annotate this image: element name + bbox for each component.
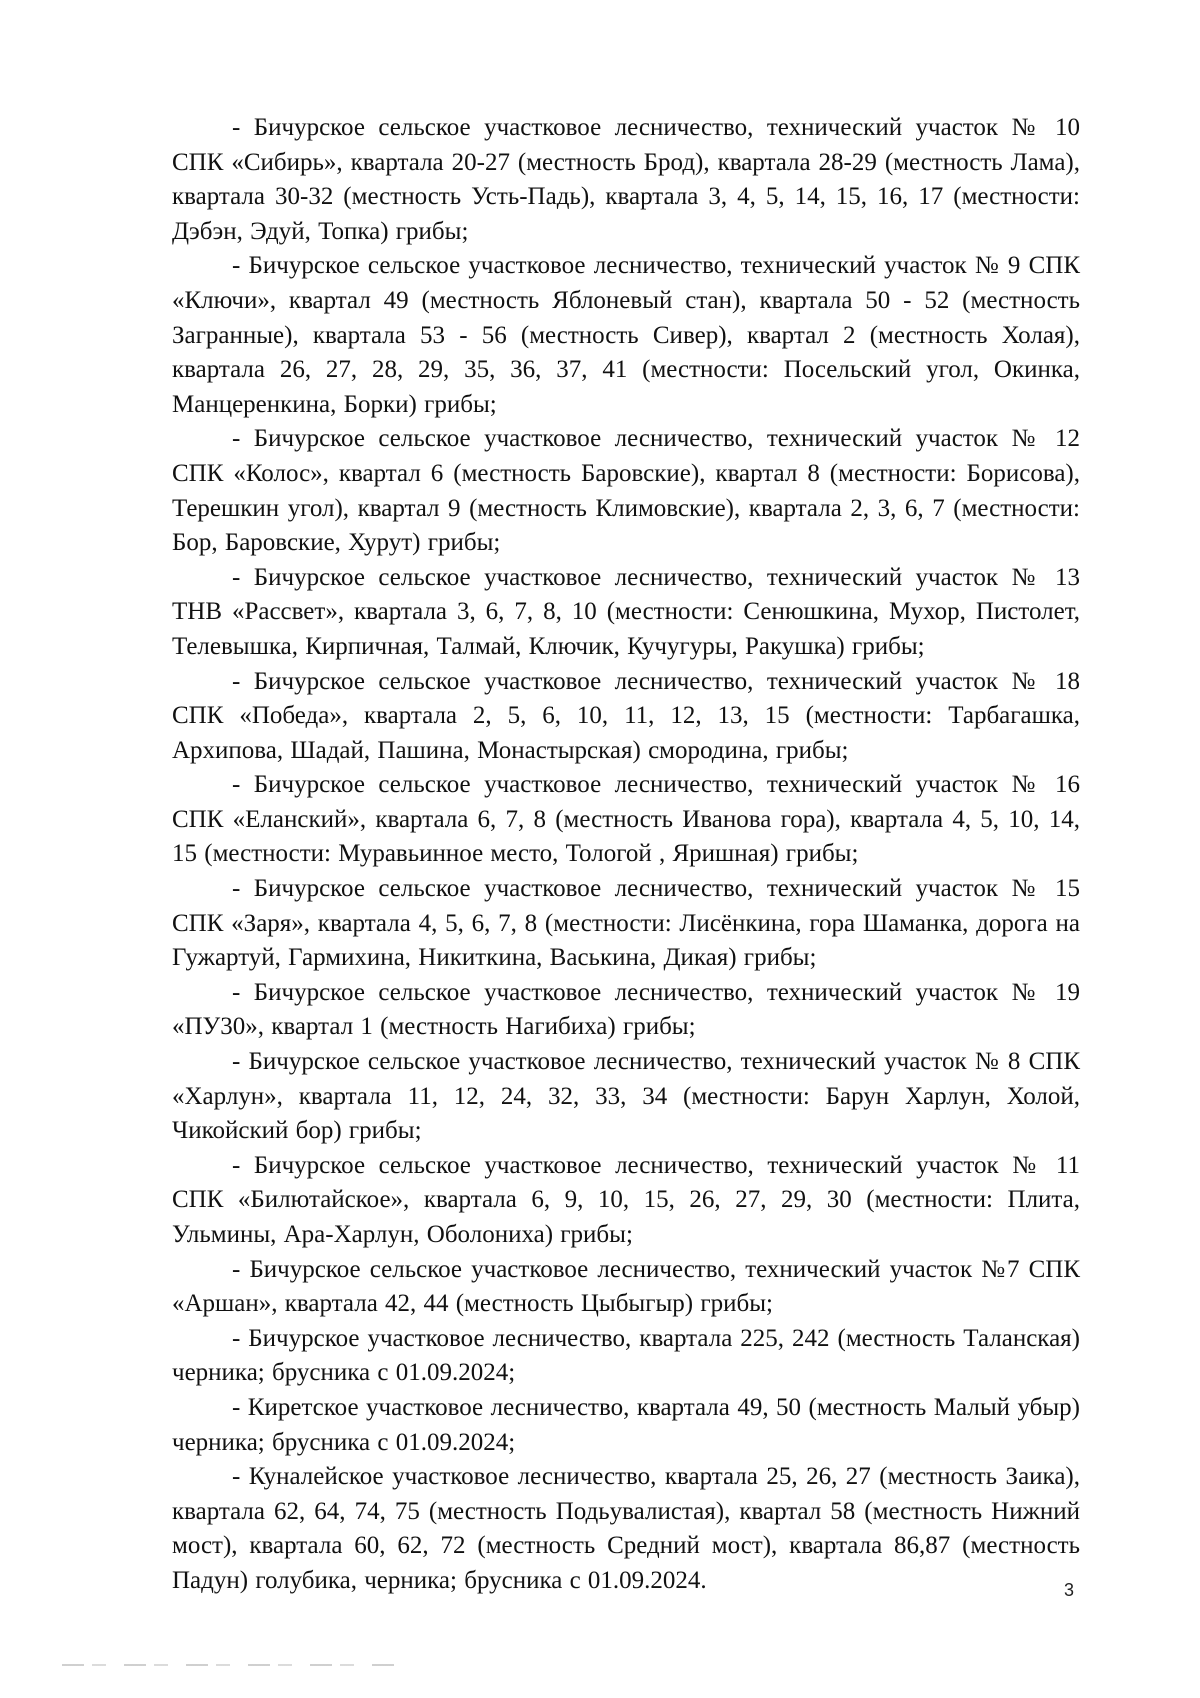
paragraph-zarya: - Бичурское сельское участковое лесничество, технический участок № 15 СПК «Заря», квартала 4, 5, 6, 7, 8 (местности: Лисёнкина, гора Шаманка, дорога на Гужартуй, Гармихина, Никиткина, Васькина, Дикая) грибы; (172, 875, 1080, 972)
paragraph-rassvet: - Бичурское сельское участковое лесничество, технический участок № 13 ТНВ «Рассвет», квартала 3, 6, 7, 8, 10 (местности: Сенюшкина, Мухор, Пистолет, Телевышка, Кирпичная, Талмай, Ключик, Кучугуры, Ракушка) грибы; (172, 563, 1080, 660)
paragraph-kunaleyskoe: - Куналейское участковое лесничество, квартала 25, 26, 27 (местность Заика), квартала 62, 64, 74, 75 (местность Подьувалистая), квартал 58 (местность Нижний мост), квартала 60, 62, 72 (местность Средний мост), квартала 86,87 (местность Падун) голубика, черника; брусника с 01.09.2024. (172, 1463, 1080, 1594)
paragraph-arshan: - Бичурское сельское участковое лесничество, технический участок №7 СПК «Аршан», квартала 42, 44 (местность Цыбыгыр) грибы; (172, 1255, 1080, 1318)
scan-artifact-line (62, 1664, 402, 1666)
paragraph-kiretskoe: - Киретское участковое лесничество, квартала 49, 50 (местность Малый убыр) черника; брусника с 01.09.2024; (172, 1393, 1080, 1456)
page-number: 3 (1064, 1580, 1075, 1600)
paragraph-klyuchi: - Бичурское сельское участковое лесничество, технический участок № 9 СПК «Ключи», квартал 49 (местность Яблоневый стан), квартала 50 - 52 (местность Загранные), квартала 53 - 56 (местность Сивер), квартал 2 (местность Холая), квартала 26, 27, 28, 29, 35, 36, 37, 41 (местности: Посельский угол, Окинка, Манцеренкина, Борки) грибы; (172, 252, 1080, 418)
paragraph-kharlun: - Бичурское сельское участковое лесничество, технический участок № 8 СПК «Харлун», квартала 11, 12, 24, 32, 33, 34 (местности: Барун Харлун, Холой, Чикойский бор) грибы; (172, 1048, 1080, 1145)
paragraph-pobeda: - Бичурское сельское участковое лесничество, технический участок № 18 СПК «Победа», квартала 2, 5, 6, 10, 11, 12, 13, 15 (местности: Тарбагашка, Архипова, Шадай, Пашина, Монастырская) смородина, грибы; (172, 667, 1080, 764)
paragraph-sibir: - Бичурское сельское участковое лесничество, технический участок № 10 СПК «Сибирь», квартала 20-27 (местность Брод), квартала 28-29 (местность Лама), квартала 30-32 (местность Усть-Падь), квартала 3, 4, 5, 14, 15, 16, 17 (местности: Дэбэн, Эдуй, Топка) грибы; (172, 114, 1080, 245)
paragraph-bilyutayskoe: - Бичурское сельское участковое лесничество, технический участок № 11 СПК «Билютайское», квартала 6, 9, 10, 15, 26, 27, 29, 30 (местности: Плита, Ульмины, Ара-Харлун, Оболониха) грибы; (172, 1151, 1080, 1248)
document-body (172, 111, 1080, 1599)
paragraph-bichurskoe: - Бичурское участковое лесничество, квартала 225, 242 (местность Таланская) черника; брусника с 01.09.2024; (172, 1324, 1080, 1387)
paragraph-elanskiy: - Бичурское сельское участковое лесничество, технический участок № 16 СПК «Еланский», квартала 6, 7, 8 (местность Иванова гора), квартала 4, 5, 10, 14, 15 (местности: Муравьинное место, Тологой , Яришная) грибы; (172, 771, 1080, 868)
paragraph-kolos: - Бичурское сельское участковое лесничество, технический участок № 12 СПК «Колос», квартал 6 (местность Баровские), квартал 8 (местности: Борисова), Терешкин угол), квартал 9 (местность Климовские), квартала 2, 3, 6, 7 (местности: Бор, Баровские, Хурут) грибы; (172, 425, 1080, 557)
paragraph-pu30: - Бичурское сельское участковое лесничество, технический участок № 19 «ПУ30», квартал 1 (местность Нагибиха) грибы; (172, 978, 1080, 1041)
